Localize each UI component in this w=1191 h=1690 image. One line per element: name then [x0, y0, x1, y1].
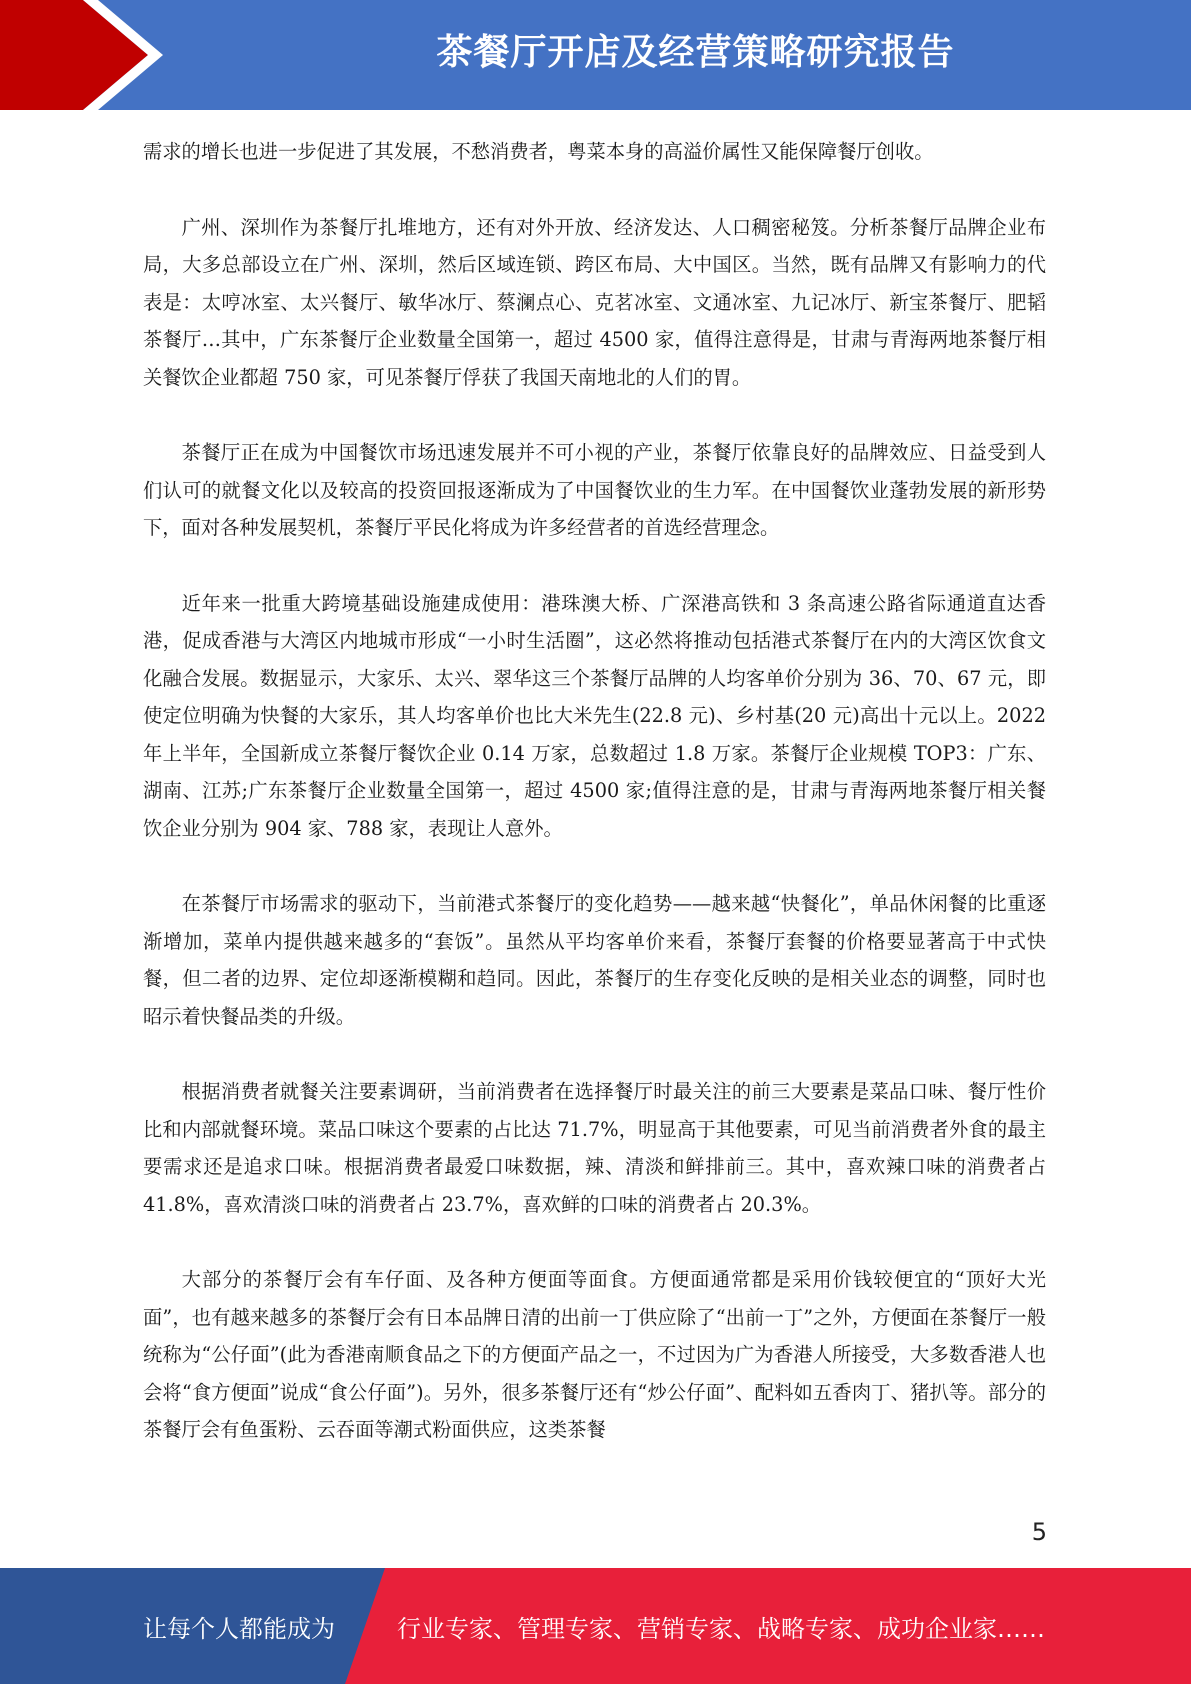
- paragraph: 近年来一批重大跨境基础设施建成使用：港珠澳大桥、广深港高铁和 3 条高速公路省际通道直达香港，促成香港与大湾区内地城市形成“一小时生活圈”，这必然将推动包括港式茶餐厅在内的大湾区饮食文化融合发展。数据显示，大家乐、太兴、翠华这三个茶餐厅品牌的人均客单价分别为 36、70、67 元，即使定位明确为快餐的大家乐，其人均客单价也比大米先生(22.8 元)、乡村基(20 元)高出十元以上。2022 年上半年，全国新成立茶餐厅餐饮企业 0.14 万家，总数超过 1.8 万家。茶餐厅企业规模 TOP3：广东、湖南、江苏;广东茶餐厅企业数量全国第一，超过 4500 家;值得注意的是，甘肃与青海两地茶餐厅相关餐饮企业分别为 904 家、788 家，表现让人意外。: [143, 591, 1046, 840]
- paragraph: 广州、深圳作为茶餐厅扎堆地方，还有对外开放、经济发达、人口稠密秘笈。分析茶餐厅品牌企业布局，大多总部设立在广州、深圳，然后区域连锁、跨区布局、大中国区。当然，既有品牌又有影响力的代表是：太哼冰室、太兴餐厅、敏华冰厅、蔡澜点心、克茗冰室、文通冰室、九记冰厅、新宝茶餐厅、肥韬茶餐厅…其中，广东茶餐厅企业数量全国第一，超过 4500 家，值得注意得是，甘肃与青海两地茶餐厅相关餐饮企业都超 750 家，可见茶餐厅俘获了我国天南地北的人们的胃。: [143, 215, 1046, 389]
- page-footer: [0, 1568, 1191, 1684]
- paragraph: 茶餐厅正在成为中国餐饮市场迅速发展并不可小视的产业，茶餐厅依靠良好的品牌效应、日益受到人们认可的就餐文化以及较高的投资回报逐渐成为了中国餐饮业的生力军。在中国餐饮业蓬勃发展的新形势下，面对各种发展契机，茶餐厅平民化将成为许多经营者的首选经营理念。: [143, 441, 1046, 539]
- footer-slogan-right: 行业专家、管理专家、营销专家、战略专家、成功企业家……: [397, 1615, 1045, 1643]
- paragraph: 在茶餐厅市场需求的驱动下，当前港式茶餐厅的变化趋势——越来越“快餐化”，单品休闲餐的比重逐渐增加，菜单内提供越来越多的“套饭”。虽然从平均客单价来看，茶餐厅套餐的价格要显著高于中式快餐，但二者的边界、定位却逐渐模糊和趋同。因此，茶餐厅的生存变化反映的是相关业态的调整，同时也昭示着快餐品类的升级。: [143, 892, 1046, 1028]
- report-title: 茶餐厅开店及经营策略研究报告: [436, 32, 955, 73]
- report-body: [143, 133, 1046, 1487]
- page-header: [0, 0, 1191, 110]
- paragraph: 需求的增长也进一步促进了其发展，不愁消费者，粤菜本身的高溢价属性又能保障餐厅创收。: [143, 140, 934, 163]
- paragraph: 根据消费者就餐关注要素调研，当前消费者在选择餐厅时最关注的前三大要素是菜品口味、餐厅性价比和内部就餐环境。菜品口味这个要素的占比达 71.7%，明显高于其他要素，可见当前消费者外食的最主要需求还是追求口味。根据消费者最爱口味数据，辣、清淡和鲜排前三。其中，喜欢辣口味的消费者占 41.8%，喜欢清淡口味的消费者占 23.7%，喜欢鲜的口味的消费者占 20.3%。: [143, 1080, 1046, 1216]
- page-number: 5: [1031, 1518, 1047, 1546]
- paragraph: 大部分的茶餐厅会有车仔面、及各种方便面等面食。方便面通常都是采用价钱较便宜的“顶好大光面”，也有越来越多的茶餐厅会有日本品牌日清的出前一丁供应除了“出前一丁”之外，方便面在茶餐厅一般统称为“公仔面”(此为香港南顺食品之下的方便面产品之一，不过因为广为香港人所接受，大多数香港人也会将“食方便面”说成“食公仔面”)。另外，很多茶餐厅还有“炒公仔面”、配料如五香肉丁、猪扒等。部分的茶餐厅会有鱼蛋粉、云吞面等潮式粉面供应，这类茶餐: [143, 1268, 1046, 1441]
- footer-slogan-left: 让每个人都能成为: [143, 1615, 335, 1643]
